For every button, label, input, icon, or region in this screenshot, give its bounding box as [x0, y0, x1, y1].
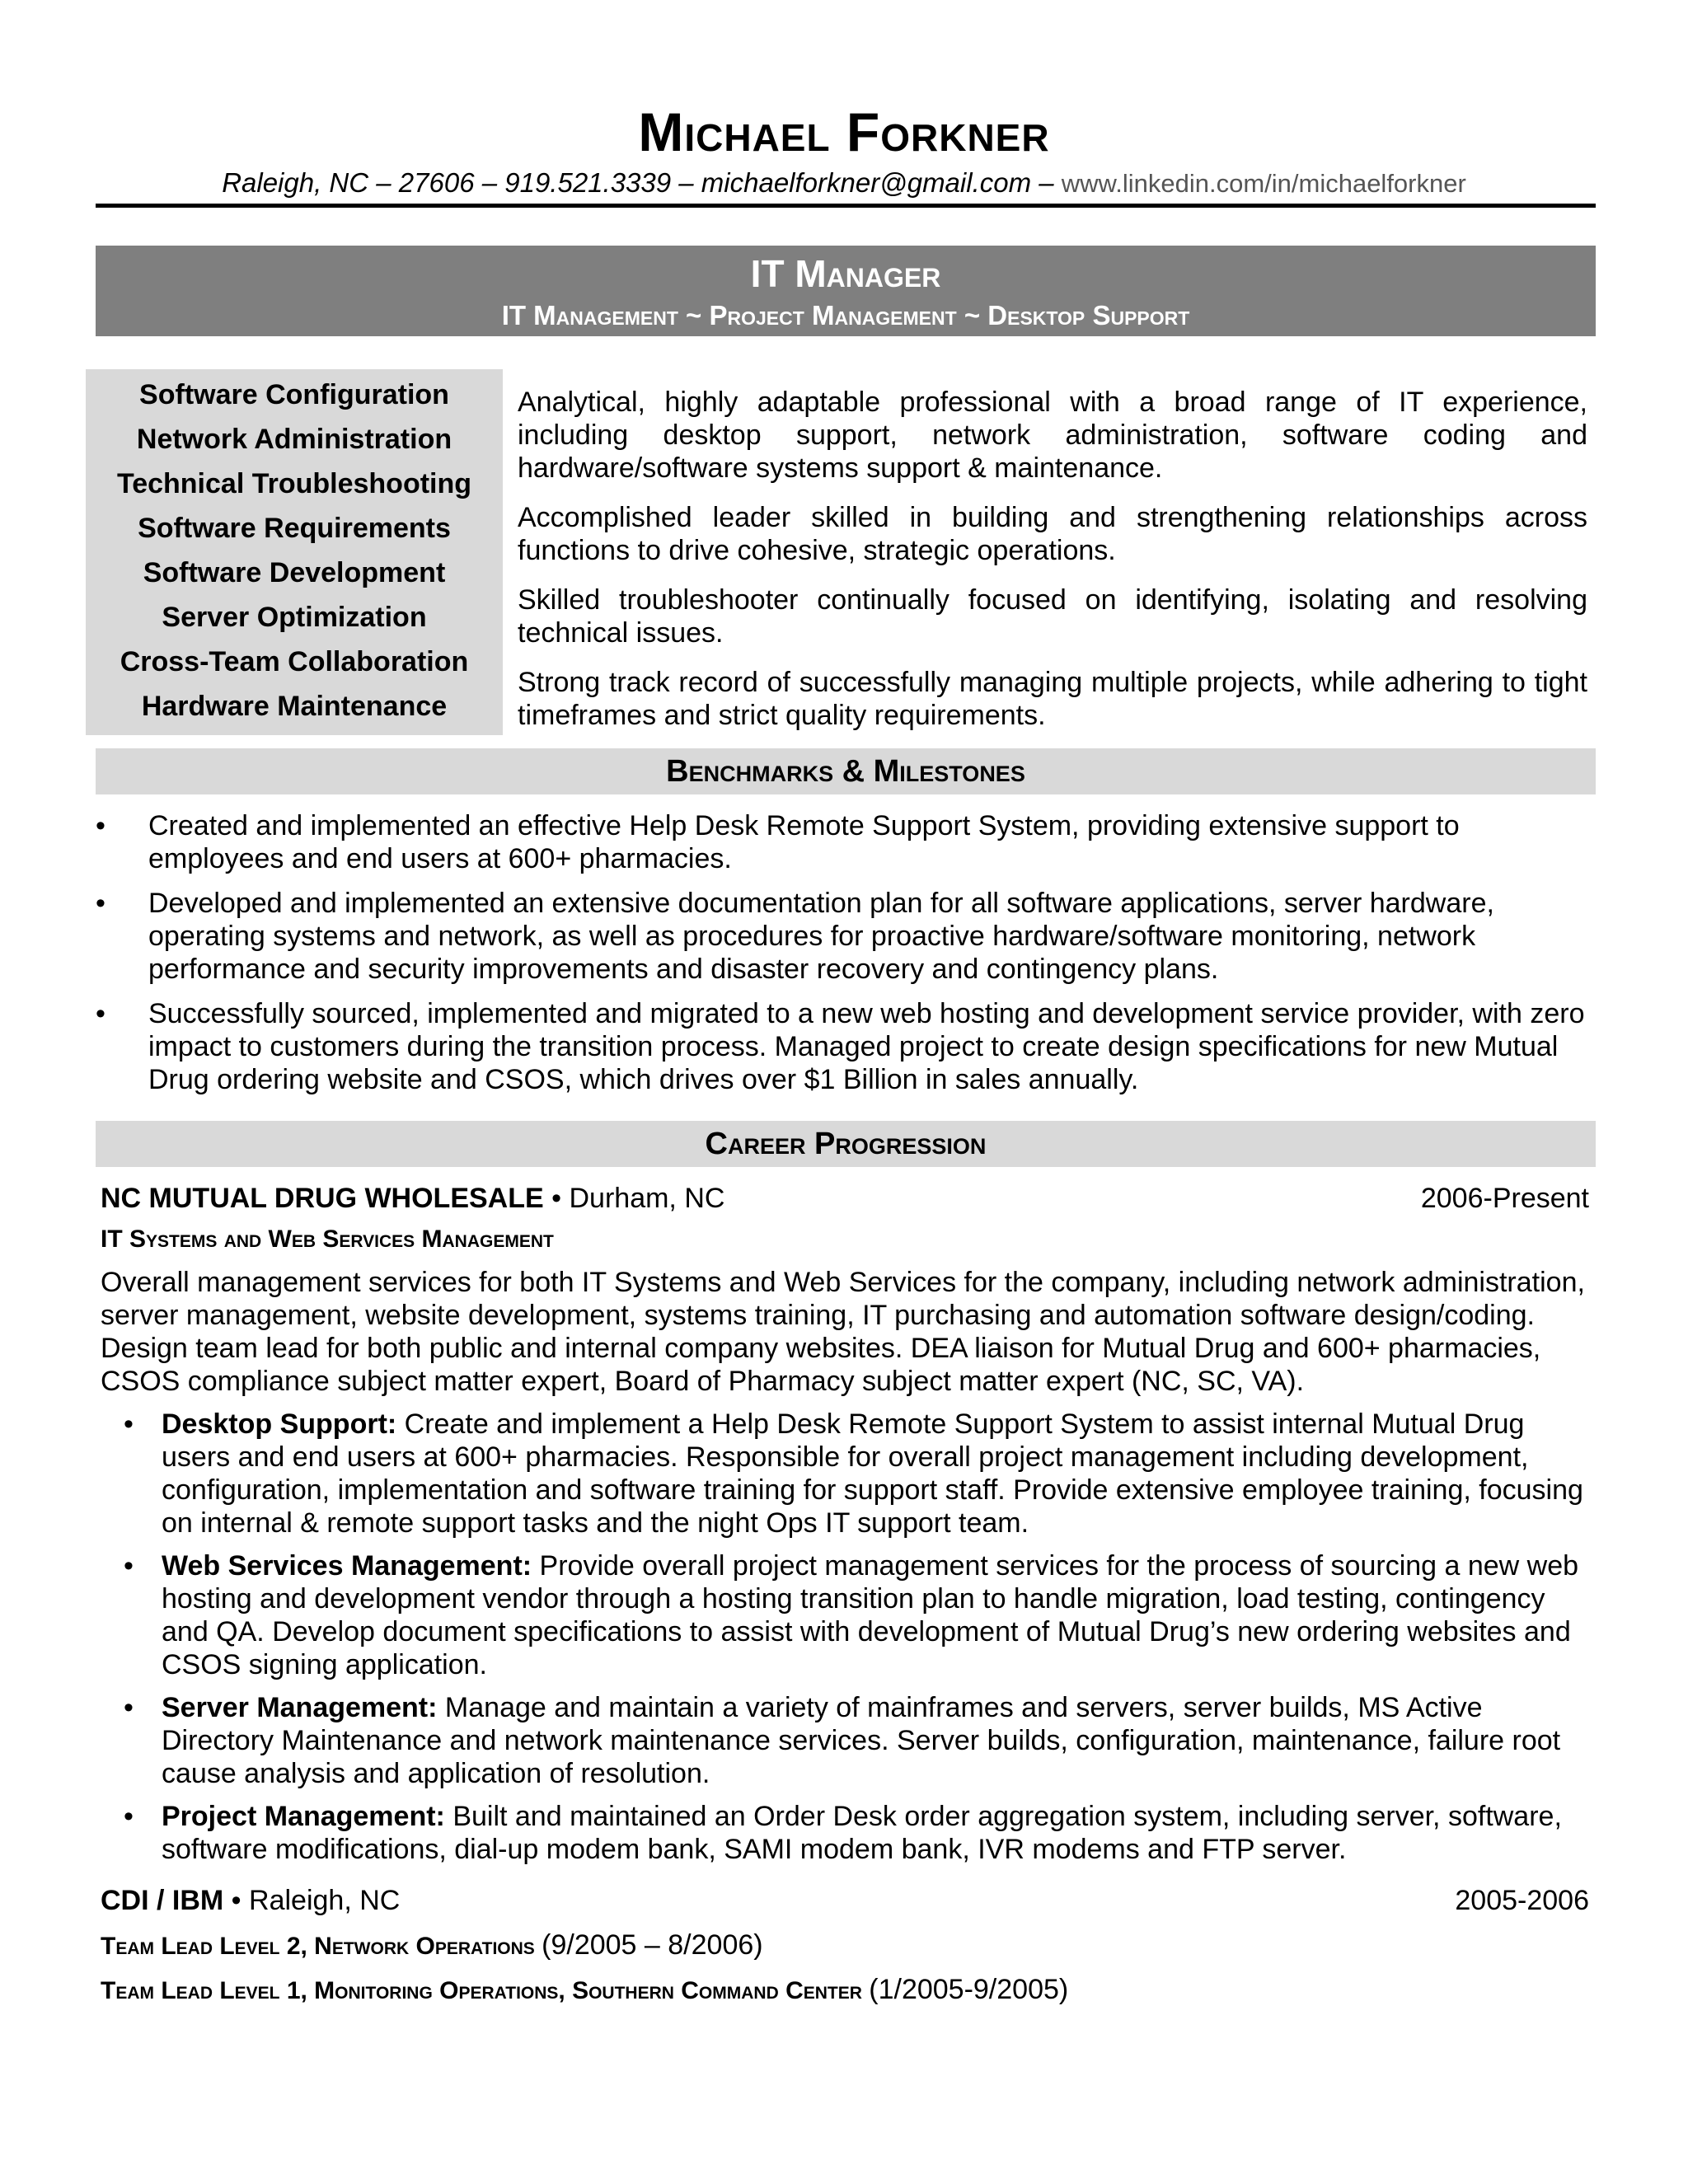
benchmarks-list: [96, 809, 1587, 1108]
job-dates: 2005-2006: [1455, 1885, 1589, 1916]
separator-icon: •: [231, 1885, 241, 1916]
company-name: NC MUTUAL DRUG WHOLESALE: [101, 1183, 544, 1214]
skills-box: [86, 369, 503, 735]
linkedin-link[interactable]: www.linkedin.com/in/michaelforkner: [1061, 169, 1466, 198]
job-dates: 2006-Present: [1420, 1183, 1589, 1214]
bullet-icon: •: [96, 810, 106, 841]
job-responsibilities: [124, 1408, 1591, 1876]
skill-item: Software Requirements: [138, 513, 451, 544]
skill-item: Server Optimization: [162, 602, 427, 633]
summary-paragraph: Analytical, highly adaptable professional with a broad range of IT experience, including desktop support, network administration, software coding and hardware/software systems support & maintenance.: [518, 387, 1587, 484]
list-item: • Developed and implemented an extensive documentation plan for all software applications, server hardware, operating systems and network, as well as procedures for proactive hardware/software monitoring, network performance and security improvements and disaster recovery and contingency plans.: [96, 888, 1494, 985]
summary-paragraph: Skilled troubleshooter continually focused on identifying, isolating and resolving technical issues.: [518, 584, 1587, 649]
job-location: Durham, NC: [569, 1183, 725, 1214]
skill-item: Network Administration: [136, 424, 452, 455]
role-title: Team Lead Level 1, Monitoring Operations, Southern Command Center (1/2005-9/2005): [101, 1974, 1069, 2005]
company-name: CDI / IBM: [101, 1885, 224, 1916]
header-divider: [96, 204, 1596, 208]
contact-details: Raleigh, NC – 27606 – 919.521.3339 – michaelforkner@gmail.com –: [222, 167, 1054, 198]
role-title: IT Systems and Web Services Management: [101, 1226, 554, 1253]
bullet-icon: •: [124, 1408, 134, 1440]
list-item: • Created and implemented an effective Help Desk Remote Support System, providing extensive support to employees and end users at 600+ pharmacies.: [96, 810, 1460, 874]
benchmarks-heading: Benchmarks & Milestones: [96, 748, 1596, 794]
title-banner: [96, 246, 1596, 336]
skill-item: Hardware Maintenance: [141, 691, 448, 722]
skill-item: Technical Troubleshooting: [116, 468, 472, 499]
role-title: Team Lead Level 2, Network Operations (9/2005 – 8/2006): [101, 1929, 763, 1961]
role-dates: (1/2005-9/2005): [869, 1974, 1069, 2005]
bullet-icon: •: [124, 1801, 134, 1832]
list-item: • Project Management: Built and maintained an Order Desk order aggregation system, including server, software, software modifications, dial-up modem bank, SAMI modem bank, IVR modems and FTP server.: [124, 1801, 1562, 1865]
list-item: • Web Services Management: Provide overall project management services for the process of sourcing a new web hosting and development vendor through a hosting transition plan to handle migration, load testing, contingency and QA. Develop document specifications to assist with development of Mutual Drug’s new ordering websites and CSOS signing application.: [124, 1550, 1579, 1680]
job-header: [101, 1182, 1589, 1215]
skill-item: Software Configuration: [139, 379, 449, 410]
skill-item: Cross-Team Collaboration: [120, 646, 469, 677]
role-dates: (9/2005 – 8/2006): [542, 1929, 763, 1961]
bullet-icon: •: [96, 888, 106, 919]
bullet-icon: •: [96, 998, 106, 1029]
job-location: Raleigh, NC: [249, 1885, 401, 1916]
summary-paragraph: Strong track record of successfully managing multiple projects, while adhering to tight timeframes and strict quality requirements.: [518, 667, 1587, 731]
job-subtitle: IT Management ~ Project Management ~ Desktop Support: [501, 300, 1190, 330]
bullet-icon: •: [124, 1692, 134, 1723]
bullet-icon: •: [124, 1550, 134, 1582]
skill-item: Software Development: [143, 557, 446, 588]
list-item: • Successfully sourced, implemented and migrated to a new web hosting and development service provider, with zero impact to customers during the transition process. Managed project to create design specifications for new Mutual Drug ordering website and CSOS, which drives over $1 Billion in sales annually.: [96, 998, 1585, 1095]
job-description: Overall management services for both IT Systems and Web Services for the company, including network administration, server management, website development, systems training, IT purchasing and automation software design/coding. Design team lead for both public and internal company websites. DEA liaison for Mutual Drug and 600+ pharmacies, CSOS compliance subject matter expert, Board of Pharmacy subject matter expert (NC, SC, VA).: [101, 1267, 1585, 1397]
job-header: [101, 1884, 1589, 1917]
list-item: • Desktop Support: Create and implement a Help Desk Remote Support System to assist internal Mutual Drug users and end users at 600+ pharmacies. Responsible for overall project management including development, configuration, implementation and software training for support staff. Provide extensive employee training, focusing on internal & remote support tasks and the night Ops IT support team.: [124, 1408, 1583, 1539]
separator-icon: •: [551, 1183, 562, 1214]
candidate-name: Michael Forkner: [638, 101, 1050, 162]
professional-summary: [518, 386, 1587, 748]
summary-paragraph: Accomplished leader skilled in building and strengthening relationships across functions to drive cohesive, strategic operations.: [518, 502, 1587, 566]
job-title: IT Manager: [750, 252, 941, 295]
list-item: • Server Management: Manage and maintain a variety of mainframes and servers, server builds, MS Active Directory Maintenance and network maintenance services. Server builds, configuration, maintenance, failure root cause analysis and application of resolution.: [124, 1692, 1561, 1789]
career-heading: Career Progression: [96, 1121, 1596, 1167]
contact-line: [0, 167, 1688, 199]
